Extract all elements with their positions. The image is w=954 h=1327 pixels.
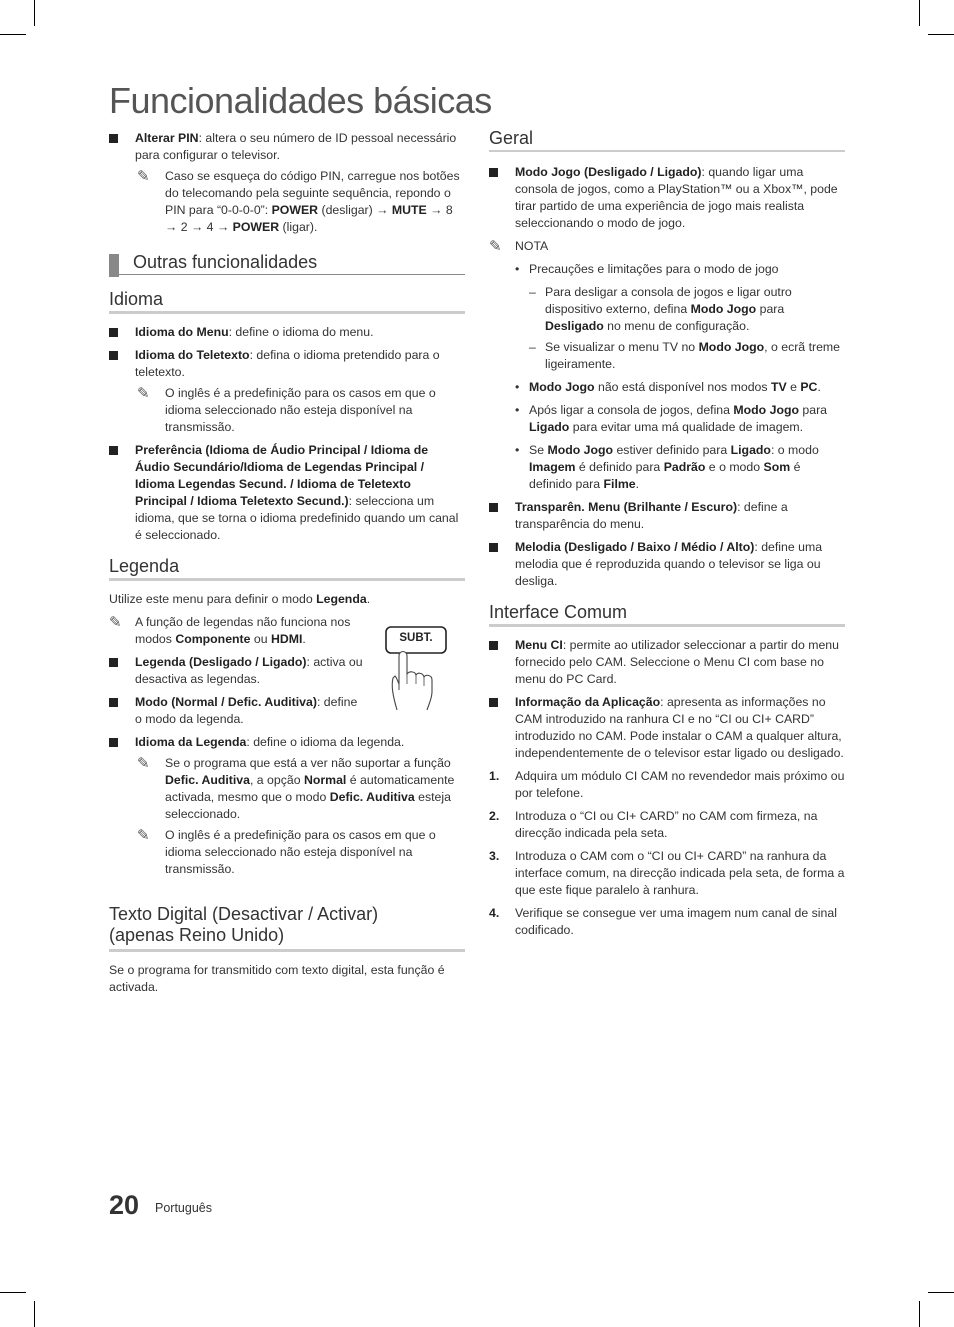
square-bullet-icon xyxy=(109,446,118,455)
crop-mark xyxy=(919,1301,920,1327)
texto-digital-text: Se o programa for transmitido com texto digital, esta função é activada. xyxy=(109,963,445,994)
list-item-transparencia: Transparên. Menu (Brilhante / Escuro): define a transparência do menu. xyxy=(489,499,845,533)
pencil-note-icon: ✎ xyxy=(137,167,150,185)
crop-mark xyxy=(0,1292,26,1293)
dot-item-nao-disponivel: • Modo Jogo não está disponível nos modos TV e PC. xyxy=(515,380,821,394)
square-bullet-icon xyxy=(489,543,498,552)
subt-button-label: SUBT. xyxy=(399,632,433,644)
square-bullet-icon xyxy=(109,328,118,337)
step-item: 1. Adquira um módulo CI CAM no revendedor mais próximo ou por telefone. xyxy=(489,769,845,800)
list-item-idioma-teletexto: Idioma do Teletexto: defina o idioma pretendido para o teletexto. xyxy=(109,347,465,381)
step-item: 4. Verifique se consegue ver uma imagem num canal de sinal codificado. xyxy=(489,906,837,937)
square-bullet-icon xyxy=(489,503,498,512)
list-item-idioma-legenda: Idioma da Legenda: define o idioma da legenda. xyxy=(109,734,465,751)
pencil-note-icon: ✎ xyxy=(137,754,150,772)
section-bar-marker xyxy=(109,254,119,277)
crop-mark xyxy=(928,34,954,35)
list-item-preferencia: Preferência (Idioma de Áudio Principal / Idioma de Áudio Secundário/Idioma de Legendas Principal / Idioma Legendas Secund. / Idioma de Teletexto Principal / Idioma Teletexto Secund.): selecciona um idioma, que se torna o idioma predefinido quando um canal é seleccionado. xyxy=(109,442,465,544)
crop-mark xyxy=(919,0,920,26)
square-bullet-icon xyxy=(109,698,118,707)
pencil-note-icon: ✎ xyxy=(137,826,150,844)
subt-remote-illustration xyxy=(385,626,447,712)
dot-bullet-icon: • xyxy=(515,443,520,457)
note-defic-auditiva: ✎ Se o programa que está a ver não suportar a função Defic. Auditiva, a opção Normal é automaticamente activada, mesmo que o modo Defic. Auditiva esteja seleccionado. xyxy=(137,754,455,821)
list-item-informacao-aplicacao: Informação da Aplicação: apresenta as informações no CAM introduzido na ranhura CI e no “CI ou CI+ CARD” introduzido no CAM. Pode instalar o CAM a qualquer altura, independentemente de o televisor estar ligado ou desligado. xyxy=(489,694,845,762)
page-language: Português xyxy=(155,1201,212,1215)
left-column xyxy=(109,130,465,1002)
dot-bullet-icon: • xyxy=(515,380,520,394)
note-teletexto: ✎ O inglês é a predefinição para os casos em que o idioma seleccionado não esteja disponível na transmissão. xyxy=(137,384,436,434)
dash-bullet-icon: – xyxy=(529,340,536,354)
list-item-idioma-menu: Idioma do Menu: define o idioma do menu. xyxy=(109,324,465,341)
list-item-alterar-pin: Alterar PIN: altera o seu número de ID pessoal necessário para configurar o televisor. xyxy=(109,130,465,164)
note-ingles-legenda: ✎ O inglês é a predefinição para os casos em que o idioma seleccionado não esteja disponível na transmissão. xyxy=(137,826,436,876)
pencil-note-icon: ✎ xyxy=(109,613,122,631)
step-item: 3. Introduza o CAM com o “CI ou CI+ CARD” na ranhura da interface comum, na direcção indicada pela seta, de forma a que este fique paralelo à ranhura. xyxy=(489,849,845,897)
legenda-intro: Utilize este menu para definir o modo Legenda. xyxy=(109,592,371,606)
dot-item-se-modo-jogo: • Se Modo Jogo estiver definido para Ligado: o modo Imagem é definido para Padrão e o modo Som é definido para Filme. xyxy=(515,443,819,491)
list-item-melodia: Melodia (Desligado / Baixo / Médio / Alto): define uma melodia que é reproduzida quando o televisor se liga ou desliga. xyxy=(489,539,845,590)
list-item-modo-jogo: Modo Jogo (Desligado / Ligado): quando ligar uma consola de jogos, como a PlayStation™ ou a Xbox™, pode tirar partido de uma experiência de jogo mais realista seleccionando o modo de jogo. xyxy=(489,164,845,232)
crop-mark xyxy=(928,1292,954,1293)
list-item-menu-ci: Menu CI: permite ao utilizador seleccionar a partir do menu fornecido pelo CAM. Seleccione o Menu CI com base no menu do PC Card. xyxy=(489,637,845,688)
dash-item-desligar: – Para desligar a consola de jogos e ligar outro dispositivo externo, defina Modo Jogo para Desligado no menu de configuração. xyxy=(529,285,792,333)
heading-texto-digital: Texto Digital (Desactivar / Activar) (apenas Reino Unido) xyxy=(109,904,465,952)
heading-legenda: Legenda xyxy=(109,558,465,581)
dot-item-apos-ligar: • Após ligar a consola de jogos, defina Modo Jogo para Ligado para evitar uma má qualidade de imagem. xyxy=(515,403,828,434)
heading-idioma: Idioma xyxy=(109,291,465,314)
heading-interface-comum: Interface Comum xyxy=(489,604,845,627)
square-bullet-icon xyxy=(109,134,118,143)
list-item-legenda-modo: Legenda (Desligado / Ligado): activa ou desactiva as legendas. xyxy=(109,654,365,688)
dash-item-treme: – Se visualizar o menu TV no Modo Jogo, o ecrã treme ligeiramente. xyxy=(529,340,840,371)
square-bullet-icon xyxy=(489,698,498,707)
page-title: Funcionalidades básicas xyxy=(109,80,492,121)
square-bullet-icon xyxy=(109,351,118,360)
nota-heading: ✎ NOTA xyxy=(489,237,549,255)
square-bullet-icon xyxy=(489,168,498,177)
pencil-note-icon: ✎ xyxy=(137,384,150,402)
crop-mark xyxy=(0,34,26,35)
crop-mark xyxy=(34,0,35,26)
square-bullet-icon xyxy=(109,738,118,747)
heading-geral: Geral xyxy=(489,130,845,152)
note-pin: ✎ Caso se esqueça do código PIN, carregue nos botões do telecomando pela seguinte sequência, repondo o PIN para “0-0-0-0”: POWER (desligar) → MUTE → 8 → 2 → 4 → POWER (ligar). xyxy=(137,167,460,234)
dot-bullet-icon: • xyxy=(515,262,520,276)
square-bullet-icon xyxy=(109,658,118,667)
list-item-modo-auditiva: Modo (Normal / Defic. Auditiva): define o modo da legenda. xyxy=(109,694,365,728)
right-column xyxy=(489,130,845,945)
page-number: 20 xyxy=(109,1190,140,1220)
dash-bullet-icon: – xyxy=(529,285,536,299)
crop-mark xyxy=(34,1301,35,1327)
square-bullet-icon xyxy=(489,641,498,650)
pencil-note-icon: ✎ xyxy=(489,237,502,255)
dot-item-precaucoes: • Precauções e limitações para o modo de jogo xyxy=(515,262,779,276)
step-item: 2. Introduza o “CI ou CI+ CARD” no CAM com firmeza, na direcção indicada pela seta. xyxy=(489,809,818,840)
section-outras-funcionalidades: Outras funcionalidades xyxy=(109,254,465,275)
dot-bullet-icon: • xyxy=(515,403,520,417)
note-legenda: ✎ A função de legendas não funciona nos modos Componente ou HDMI. xyxy=(109,613,351,646)
